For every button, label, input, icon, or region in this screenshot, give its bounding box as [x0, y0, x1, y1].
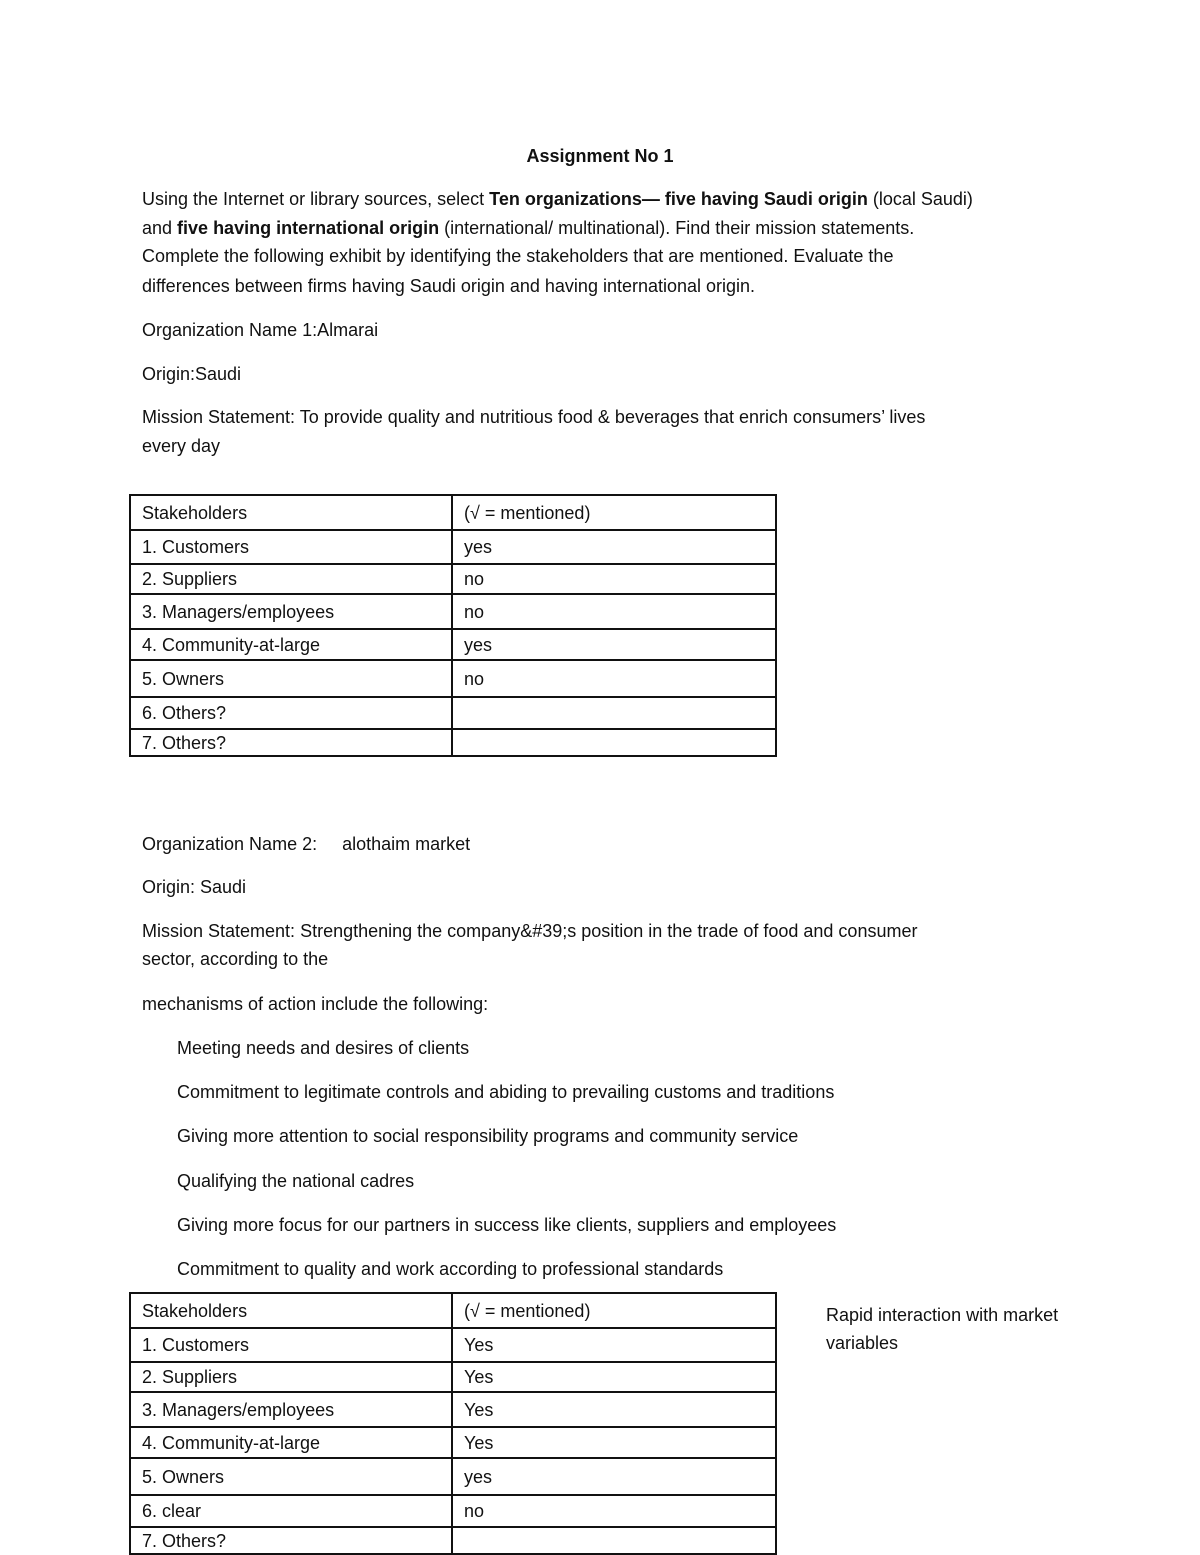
table-cell	[452, 729, 776, 756]
table-cell: 6. clear	[130, 1495, 452, 1527]
table-row	[130, 1328, 776, 1362]
table-row	[130, 660, 776, 697]
table-header-row	[130, 495, 776, 530]
intro-line-3: Complete the following exhibit by identifying the stakeholders that are mentioned. Evaluate the	[142, 246, 894, 266]
table-cell: 5. Owners	[130, 1458, 452, 1495]
side-note: Rapid interaction with market variables	[826, 1305, 1059, 1353]
org1-origin: Origin:Saudi	[142, 364, 242, 384]
table-cell: no	[452, 660, 776, 697]
org2-mission-line-1: Mission Statement: Strengthening the company&#39;s position in the trade of food and consumer	[142, 921, 918, 941]
intro-line-1	[142, 188, 973, 210]
table-header-cell: (√ = mentioned)	[452, 495, 776, 530]
table-row	[130, 1392, 776, 1427]
mechanism-item: Giving more attention to social responsibility programs and community service	[177, 1126, 799, 1146]
table-cell	[452, 697, 776, 729]
org2-mission-line-2: sector, according to the	[142, 949, 329, 969]
table-row	[130, 1495, 776, 1527]
table-cell: no	[452, 594, 776, 629]
table-cell: 4. Community-at-large	[130, 629, 452, 660]
table-cell: yes	[452, 629, 776, 660]
table-cell: 7. Others?	[130, 729, 452, 756]
table-cell: 7. Others?	[130, 1527, 452, 1554]
table-cell: 3. Managers/employees	[130, 594, 452, 629]
table-cell: Yes	[452, 1362, 776, 1392]
table-header-cell: (√ = mentioned)	[452, 1293, 776, 1328]
table-row	[130, 1458, 776, 1495]
mechanism-item: Commitment to legitimate controls and abiding to prevailing customs and traditions	[177, 1082, 835, 1102]
intro-text: (international/ multinational). Find their mission statements.	[439, 218, 915, 238]
table-cell: 4. Community-at-large	[130, 1427, 452, 1458]
table-row	[130, 1427, 776, 1458]
table-header-row	[130, 1293, 776, 1328]
mechanism-item: Giving more focus for our partners in success like clients, suppliers and employees	[177, 1215, 837, 1235]
intro-line-4: differences between firms having Saudi origin and having international origin.	[142, 276, 756, 296]
intro-bold-text: Ten organizations— five having Saudi origin	[489, 189, 868, 209]
org1-stakeholder-table	[129, 494, 777, 757]
table-cell: 2. Suppliers	[130, 1362, 452, 1392]
org1-mission-line-2: every day	[142, 436, 221, 456]
org1-name: Organization Name 1:Almarai	[142, 320, 379, 340]
page-title: Assignment No 1	[526, 146, 674, 166]
table-cell: Yes	[452, 1392, 776, 1427]
table-cell: yes	[452, 1458, 776, 1495]
table-row	[130, 1527, 776, 1554]
table-cell: 5. Owners	[130, 660, 452, 697]
table-cell: Yes	[452, 1328, 776, 1362]
org2-origin: Origin: Saudi	[142, 877, 247, 897]
org1-mission-line-1: Mission Statement: To provide quality and nutritious food & beverages that enrich consumers’ lives	[142, 407, 926, 427]
table-row	[130, 564, 776, 594]
intro-text: (local Saudi)	[867, 189, 973, 209]
table-row	[130, 729, 776, 756]
table-cell: 6. Others?	[130, 697, 452, 729]
org2-mechanisms: mechanisms of action include the following:	[142, 994, 489, 1014]
intro-text: and	[142, 218, 178, 238]
mechanism-item: Commitment to quality and work according to professional standards	[177, 1259, 724, 1279]
table-row	[130, 629, 776, 660]
mechanism-item: Qualifying the national cadres	[177, 1171, 415, 1191]
table-cell: 1. Customers	[130, 1328, 452, 1362]
table-row	[130, 530, 776, 564]
mechanism-item: Meeting needs and desires of clients	[177, 1038, 470, 1058]
org2-stakeholder-table	[129, 1292, 777, 1555]
table-cell: no	[452, 564, 776, 594]
intro-line-2	[142, 217, 914, 239]
table-row	[130, 594, 776, 629]
table-cell: 1. Customers	[130, 530, 452, 564]
table-cell: yes	[452, 530, 776, 564]
table-cell: 3. Managers/employees	[130, 1392, 452, 1427]
intro-text: Using the Internet or library sources, select	[142, 189, 490, 209]
table-cell: 2. Suppliers	[130, 564, 452, 594]
table-cell: no	[452, 1495, 776, 1527]
table-header-cell: Stakeholders	[130, 495, 452, 530]
org2-name: Organization Name 2: alothaim market	[142, 834, 471, 854]
table-cell: Yes	[452, 1427, 776, 1458]
table-row	[130, 1362, 776, 1392]
table-cell	[452, 1527, 776, 1554]
intro-bold-text: five having international origin	[177, 218, 440, 238]
table-header-cell: Stakeholders	[130, 1293, 452, 1328]
table-row	[130, 697, 776, 729]
